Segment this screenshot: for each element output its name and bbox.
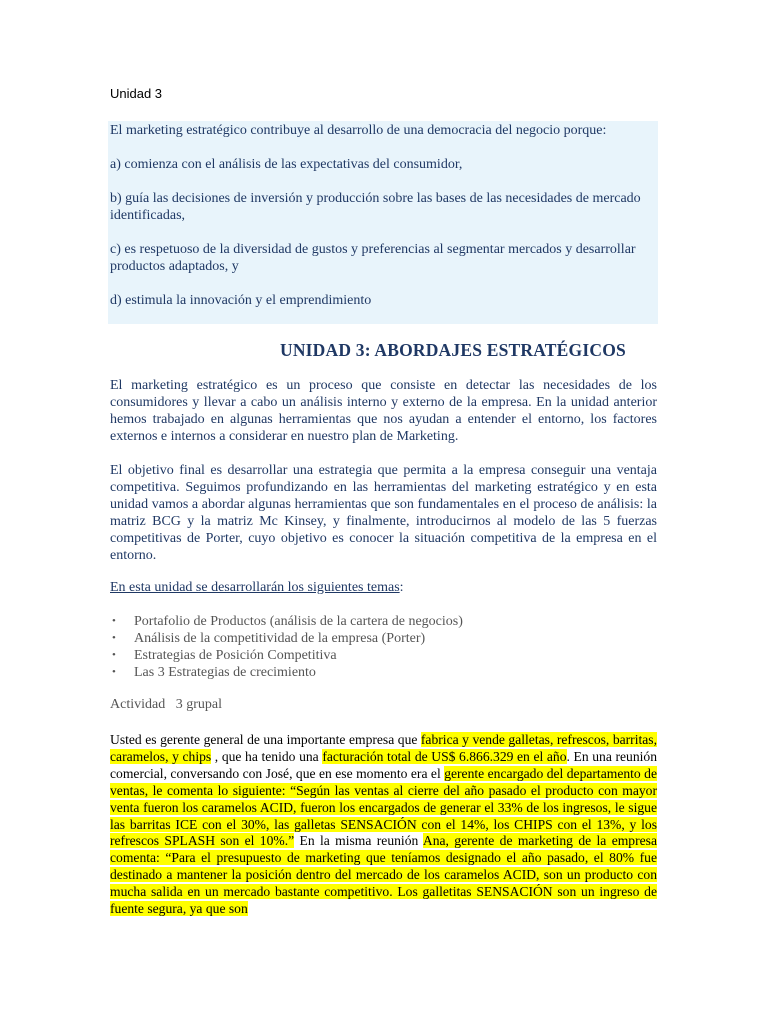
list-item (110, 647, 463, 664)
list-item (110, 630, 463, 647)
activity-title: Actividad 3 grupal (110, 697, 222, 712)
list-item-label: Análisis de la competitividad de la empresa (Porter) (134, 631, 426, 646)
list-item-label: Portafolio de Productos (análisis de la cartera de negocios) (134, 614, 463, 629)
question-intro: El marketing estratégico contribuye al desarrollo de una democracia del negocio porque: (110, 123, 607, 138)
topic-list (110, 613, 463, 681)
list-item (110, 664, 463, 681)
question-option-d: d) estimula la innovación y el emprendimiento (110, 293, 372, 308)
question-box (108, 121, 658, 324)
case-segment: En la misma reunión (294, 833, 423, 849)
list-item-label: Estrategias de Posición Competitiva (134, 648, 337, 663)
bullet-icon: • (112, 632, 116, 644)
intro-paragraph: El marketing estratégico es un proceso que consiste en detectar las necesidades de los consumidores y llevar a cabo un análisis interno y externo de la empresa. En la unidad anterior hemos trabajado en algunas herramientas que nos ayudan a entender el entorno, los factores externos e internos a considerar en nuestro plan de Marketing. (110, 378, 657, 444)
case-segment-highlight: Ana, gerente de marketing de la empresa comenta: “Para el presupuesto de marketing que teníamos designado el año pasado, el 80% fue destinado a mantener la posición dentro del mercado de los caramelos ACID, son un producto con mucha salida en un mercado bastante competitivo. Los galletitas SENSACIÓN son un ingreso de fuente segura, ya que son (110, 833, 657, 917)
topics-heading (110, 580, 404, 596)
question-option-b: b) guía las decisiones de inversión y producción sobre las bases de las necesidades de mercado identificadas, (110, 191, 641, 223)
question-option-c: c) es respetuoso de la diversidad de gustos y preferencias al segmentar mercados y desarrollar productos adaptados, y (110, 242, 636, 274)
bullet-icon: • (112, 666, 116, 678)
topics-heading-text: En esta unidad se desarrollarán los siguientes temas (110, 580, 400, 595)
unit-label: Unidad 3 (110, 86, 163, 101)
unit-heading: UNIDAD 3: ABORDAJES ESTRATÉGICOS (280, 340, 626, 360)
case-segment: Usted es gerente general de una importante empresa que (110, 732, 421, 747)
case-segment: . En una reunión comercial, conversando con José, que en ese momento era el (110, 748, 657, 781)
case-segment: , que ha tenido una (211, 748, 323, 764)
bullet-icon: • (112, 649, 116, 661)
case-segment-highlight: facturación total de US$ 6.866.329 en el año (322, 748, 567, 764)
list-item-label: Las 3 Estrategias de crecimiento (134, 665, 316, 680)
case-study-paragraph (110, 732, 657, 918)
list-item (110, 613, 463, 630)
topics-heading-colon: : (399, 580, 404, 595)
objective-paragraph: El objetivo final es desarrollar una estrategia que permita a la empresa conseguir una ventaja competitiva. Seguimos profundizando en las herramientas del marketing estratégico y en esta unidad vamos a abordar algunas herramientas que son fundamentales en el proceso de análisis: la matriz BCG y la matriz Mc Kinsey, y finalmente, introducirnos al modelo de las 5 fuerzas competitivas de Porter, cuyo objetivo es conocer la situación competitiva de la empresa en el entorno. (110, 463, 657, 563)
case-segment-highlight: fabrica y vende galletas, refrescos, barritas, caramelos, y chips (110, 732, 657, 764)
question-option-a: a) comienza con el análisis de las expectativas del consumidor, (110, 157, 463, 172)
case-segment-highlight: gerente encargado del departamento de ventas, le comenta lo siguiente: “Según las ventas al cierre del año pasado el producto con mayor venta fueron los caramelos ACID, fueron los encargados de generar el 33% de los ingresos, le sigue las barritas ICE con el 30%, las galletas SENSACIÓN con el 14%, los CHIPS con el 13%, y los refrescos SPLASH son el 10%.” (110, 765, 658, 849)
bullet-icon: • (112, 615, 116, 627)
